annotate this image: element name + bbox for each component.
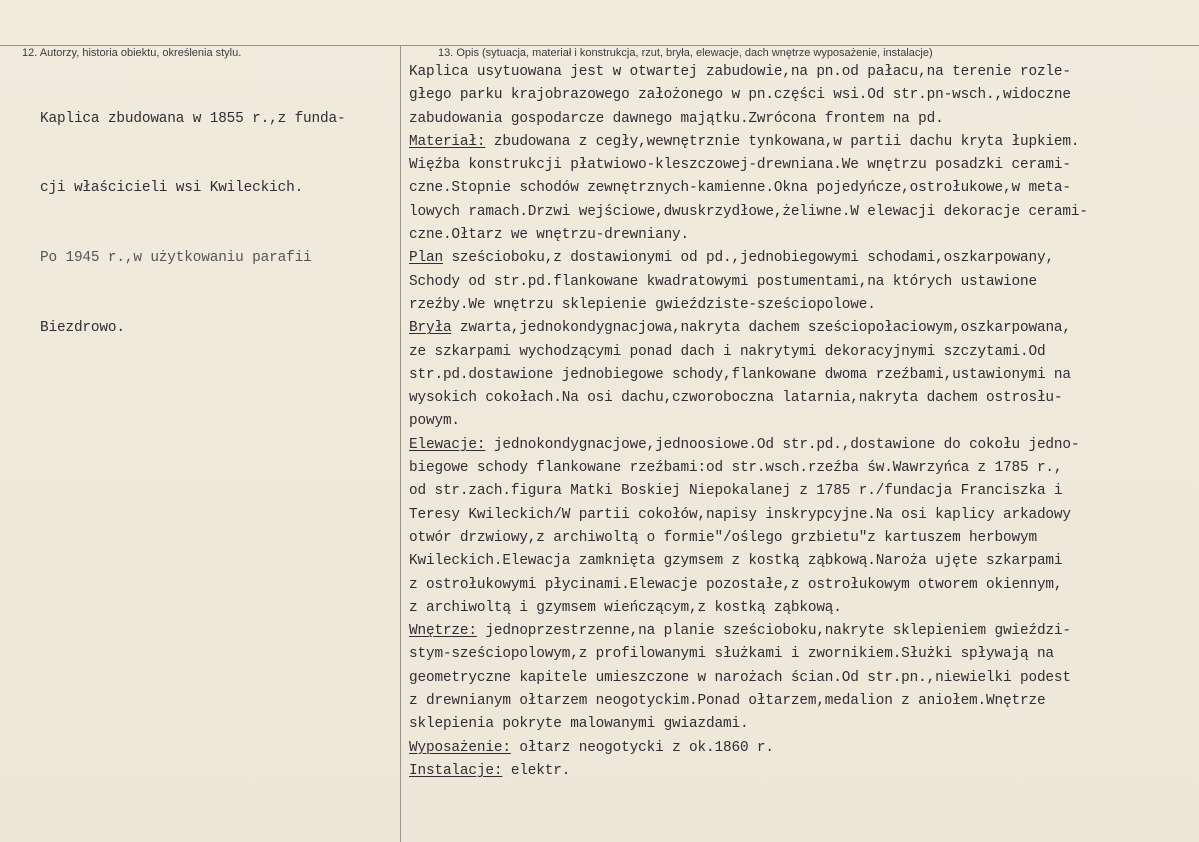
line-text: od str.zach.figura Matki Boskiej Niepokalanej z 1785 r./fundacja Franciszka i xyxy=(409,483,1063,500)
text-line xyxy=(409,480,1088,503)
line-text: ołtarz neogotycki z ok.1860 r. xyxy=(510,739,774,756)
description-text xyxy=(409,61,1088,783)
line-text: z drewnianym ołtarzem neogotyckim.Ponad ołtarzem,medalion z aniołem.Wnętrze xyxy=(409,693,1046,710)
text-line xyxy=(409,271,1088,294)
section-label: Materiał: xyxy=(409,133,486,150)
line-text: str.pd.dostawione jednobiegowe schody,flankowane dwoma rzeźbami,ustawionymi na xyxy=(409,366,1071,383)
text-line xyxy=(409,247,1088,270)
line-text: zwarta,jednokondygnacjowa,nakryta dachem sześciopołaciowym,oszkarpowana, xyxy=(451,320,1071,337)
line-text: jednokondygnacjowe,jednoosiowe.Od str.pd.,dostawione do cokołu jedno- xyxy=(485,436,1080,453)
text-line xyxy=(409,527,1088,550)
line-text: z ostrołukowymi płycinami.Elewacje pozostałe,z ostrołukowym otworem okiennym, xyxy=(409,576,1063,593)
text-line xyxy=(409,131,1088,154)
line-text: elektr. xyxy=(502,762,571,779)
text-line xyxy=(409,61,1088,84)
text-line xyxy=(409,550,1088,573)
line-text: zbudowana z cegły,wewnętrznie tynkowana,w partii dachu kryta łupkiem. xyxy=(485,133,1080,150)
line-text: czne.Ołtarz we wnętrzu-drewniany. xyxy=(409,227,690,244)
text-line xyxy=(409,294,1088,317)
text-line xyxy=(409,154,1088,177)
text-line xyxy=(409,177,1088,200)
line-text: rzeźby.We wnętrzu sklepienie gwieździste-sześciopolowe. xyxy=(409,296,876,313)
line-text: Więźba konstrukcji płatwiowo-kleszczowej-drewniana.We wnętrzu posadzki cerami- xyxy=(409,157,1071,174)
line-text: głego parku krajobrazowego założonego w pn.części wsi.Od str.pn-wsch.,widoczne xyxy=(409,87,1071,104)
line-text: Kaplica usytuowana jest w otwartej zabudowie,na pn.od pałacu,na terenie rozle- xyxy=(409,64,1071,80)
text-line: Biezdrowo. xyxy=(40,320,125,337)
text-line xyxy=(409,597,1088,620)
text-line xyxy=(409,341,1088,364)
line-text: geometryczne kapitele umieszczone w narożach ścian.Od str.pn.,niewielki podest xyxy=(409,669,1071,686)
line-text: stym-sześciopolowym,z profilowanymi służkami i zwornikiem.Służki spływają na xyxy=(409,646,1054,663)
line-text: Kwileckich.Elewacja zamknięta gzymsem z kostką ząbkową.Naroża ujęte szkarpami xyxy=(409,553,1063,570)
line-text: Teresy Kwileckich/W partii cokołów,napisy inskrypcyjne.Na osi kaplicy arkadowy xyxy=(409,506,1071,523)
line-text: z archiwoltą i gzymsem wieńczącym,z kostką ząbkową. xyxy=(409,599,842,616)
text-line xyxy=(409,457,1088,480)
text-line xyxy=(409,574,1088,597)
text-line xyxy=(409,84,1088,107)
text-line xyxy=(409,504,1088,527)
line-text: powym. xyxy=(409,413,460,430)
section-12-heading: 12. Autorzy, historia obiektu, określenia stylu. xyxy=(22,47,242,59)
section-label: Elewacje: xyxy=(409,436,486,453)
line-text: zabudowania gospodarcze dawnego majątku.Zwrócona frontem na pd. xyxy=(409,110,944,127)
text-line xyxy=(409,667,1088,690)
text-line: Po 1945 r.,w użytkowaniu parafii xyxy=(40,250,312,267)
text-line xyxy=(409,224,1088,247)
section-label: Wnętrze: xyxy=(409,623,477,640)
text-line xyxy=(409,108,1088,131)
text-line: cji właścicieli wsi Kwileckich. xyxy=(40,180,304,197)
line-text: Schody od str.pd.flankowane kwadratowymi postumentami,na których ustawione xyxy=(409,273,1037,290)
line-text: ze szkarpami wychodzącymi ponad dach i nakrytymi dekoracyjnymi szczytami.Od xyxy=(409,343,1046,360)
line-text: biegowe schody flankowane rzeźbami:od str.wsch.rzeźba św.Wawrzyńca z 1785 r., xyxy=(409,460,1063,477)
section-label: Instalacje: xyxy=(409,762,503,779)
line-text: jednoprzestrzenne,na planie sześcioboku,nakryte sklepieniem gwieździ- xyxy=(476,623,1071,640)
column-divider xyxy=(400,45,401,842)
line-text: sklepienia pokryte malowanymi gwiazdami. xyxy=(409,716,749,733)
section-label: Plan xyxy=(409,250,443,267)
text-line xyxy=(409,410,1088,433)
text-line xyxy=(409,364,1088,387)
section-label: Bryła xyxy=(409,320,452,337)
line-text: wysokich cokołach.Na osi dachu,czworoboczna latarnia,nakryta dachem ostrosłu- xyxy=(409,390,1063,407)
text-line xyxy=(409,760,1088,783)
text-line xyxy=(409,434,1088,457)
text-line xyxy=(409,201,1088,224)
text-line xyxy=(409,737,1088,760)
line-text: sześcioboku,z dostawionymi od pd.,jednobiegowymi schodami,oszkarpowany, xyxy=(442,250,1054,267)
text-line xyxy=(409,620,1088,643)
text-line xyxy=(409,690,1088,713)
section-13-heading: 13. Opis (sytuacja, materiał i konstrukcja, rzut, bryła, elewacje, dach wnętrze wyposażenie, instalacje) xyxy=(438,47,933,59)
section-label: Wyposażenie: xyxy=(409,739,511,756)
text-line xyxy=(409,317,1088,340)
text-line: Kaplica zbudowana w 1855 r.,z funda- xyxy=(40,110,346,127)
top-rule xyxy=(0,45,1199,46)
authors-history-text xyxy=(40,61,346,387)
text-line xyxy=(409,643,1088,666)
line-text: czne.Stopnie schodów zewnętrznych-kamienne.Okna pojedyńcze,ostrołukowe,w meta- xyxy=(409,180,1071,197)
line-text: otwór drzwiowy,z archiwoltą o formie"/oślego grzbietu"z kartuszem herbowym xyxy=(409,529,1037,546)
text-line xyxy=(409,387,1088,410)
line-text: lowych ramach.Drzwi wejściowe,dwuskrzydłowe,żeliwne.W elewacji dekoracje cerami- xyxy=(409,203,1088,220)
text-line xyxy=(409,713,1088,736)
